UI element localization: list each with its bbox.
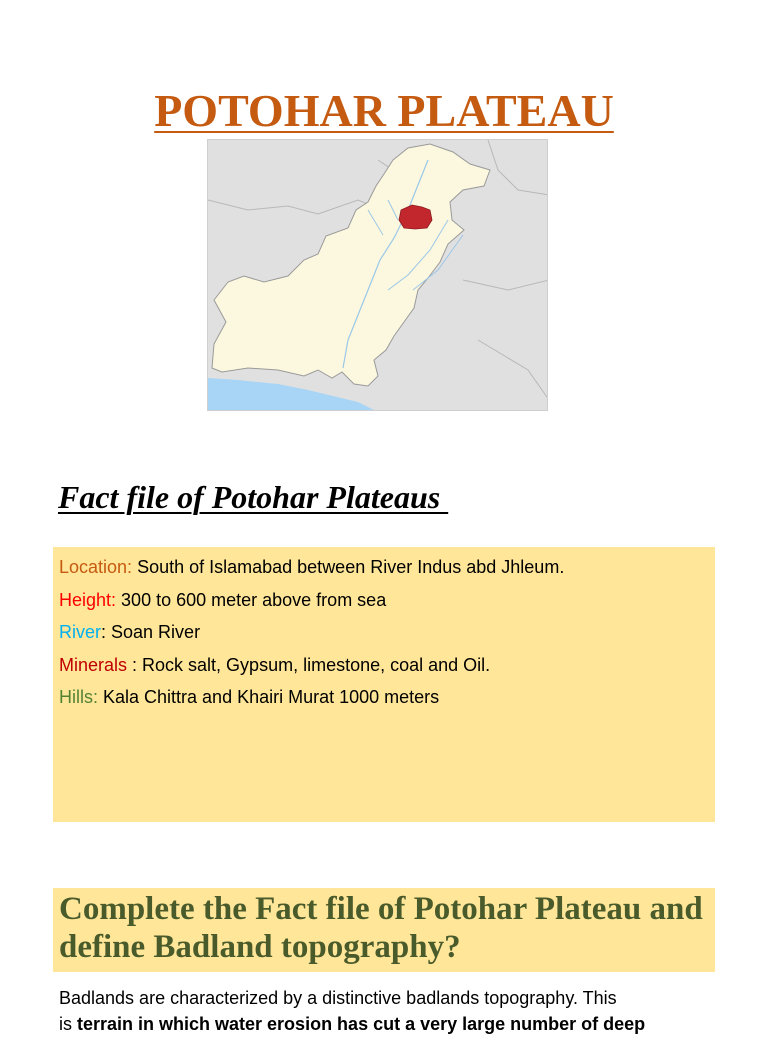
potohar-region-highlight: [399, 205, 432, 229]
fact-value: : Soan River: [101, 622, 201, 642]
fact-label: Minerals: [59, 654, 128, 675]
fact-row-height: [59, 584, 715, 617]
fact-row-hills: [59, 681, 715, 714]
fact-value: : Rock salt, Gypsum, limestone, coal and Oil.: [127, 654, 491, 675]
pakistan-map-image: [207, 139, 548, 411]
fact-row-location: [59, 551, 715, 584]
fact-label: River: [59, 622, 102, 642]
page-title: POTOHAR PLATEAU: [154, 85, 614, 136]
fact-value: South of Islamabad between River Indus abd Jhleum.: [132, 557, 565, 577]
fact-label: Height:: [59, 589, 117, 610]
question-box: [53, 888, 715, 972]
answer-line-2-prefix: is: [59, 1014, 77, 1034]
pakistan-map-icon: [208, 140, 548, 411]
answer-paragraph: [59, 985, 719, 1037]
fact-label: Location:: [59, 557, 133, 577]
fact-value: Kala Chittra and Khairi Murat 1000 meters: [98, 687, 440, 707]
fact-file-box: [53, 547, 715, 822]
fact-value: 300 to 600 meter above from sea: [116, 589, 387, 610]
question-text: Complete the Fact file of Potohar Plateau and define Badland topography?: [59, 891, 703, 965]
fact-row-river: [59, 616, 715, 649]
fact-label: Hills:: [59, 687, 98, 707]
fact-file-heading: Fact file of Potohar Plateaus: [58, 479, 449, 515]
answer-line-2-bold: terrain in which water erosion has cut a very large number of deep: [77, 1014, 646, 1034]
fact-row-minerals: [59, 649, 715, 682]
answer-line-1: Badlands are characterized by a distinctive badlands topography. This: [59, 988, 617, 1008]
